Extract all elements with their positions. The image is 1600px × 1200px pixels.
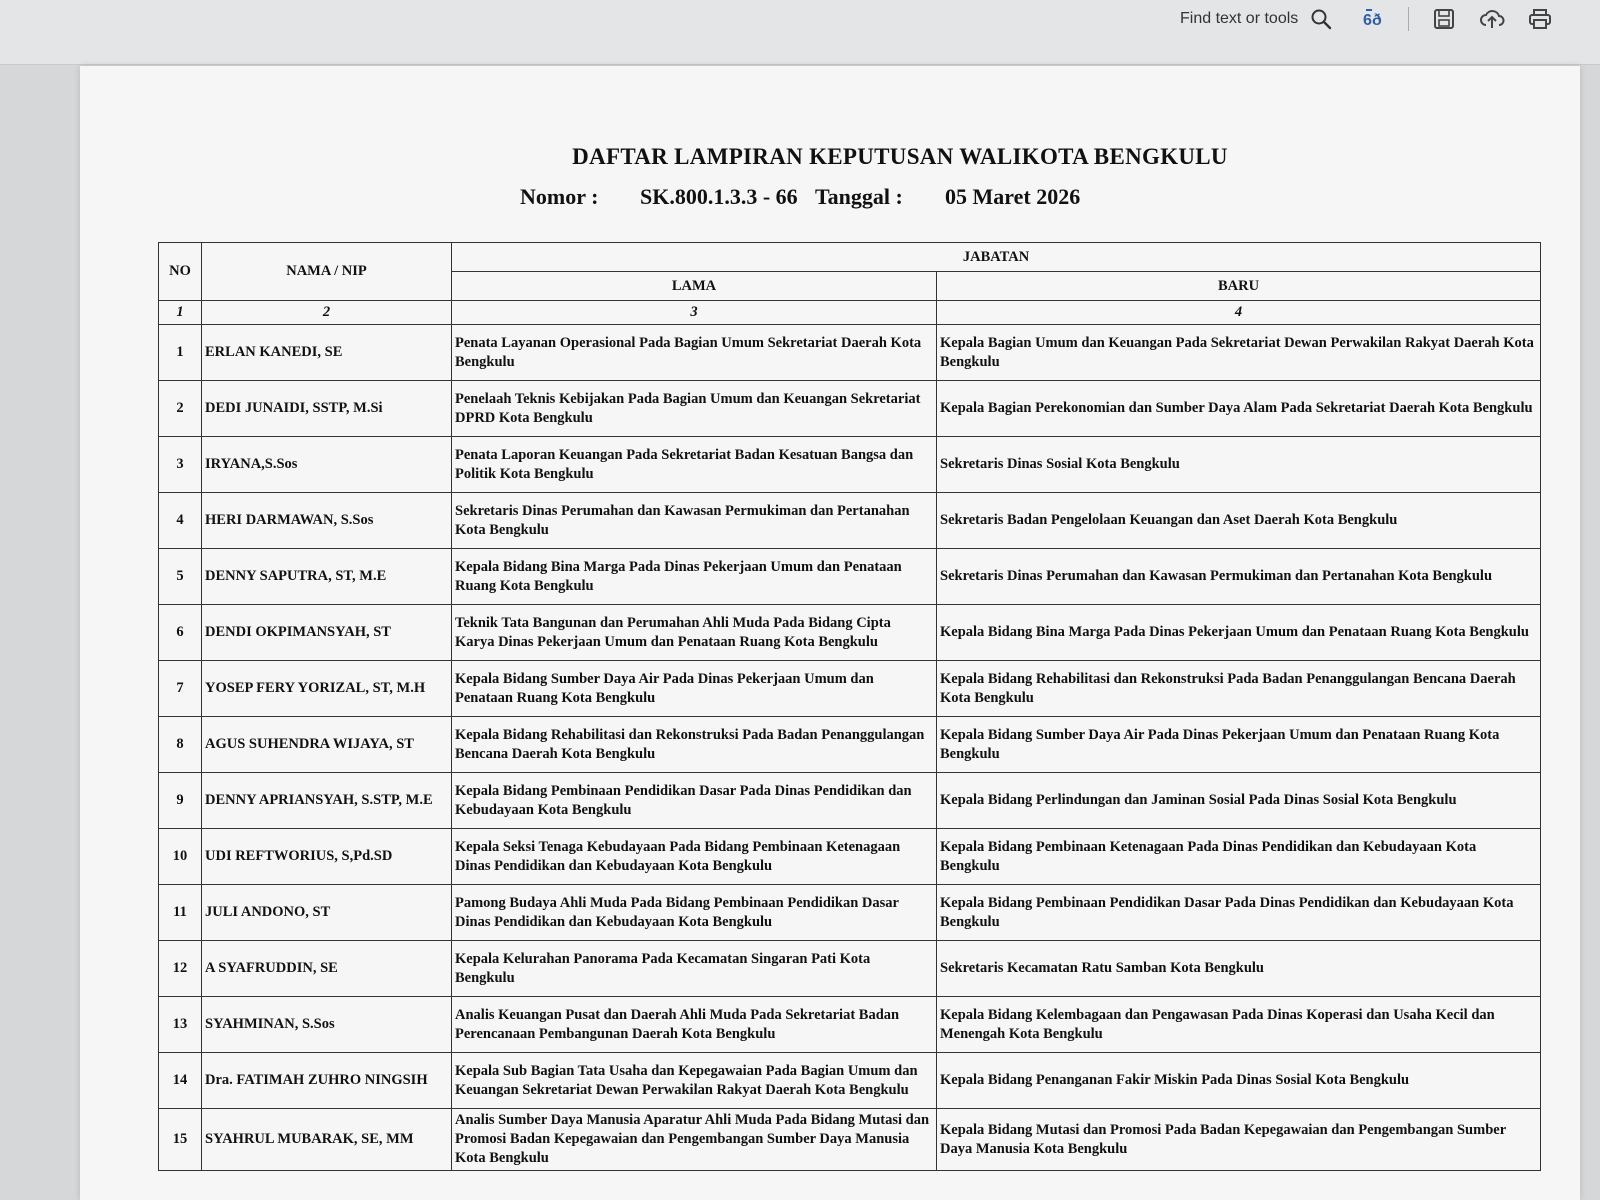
cell-lama: Analis Sumber Daya Manusia Aparatur Ahli Muda Pada Bidang Mutasi dan Promosi Badan Kepegawaian dan Pengembangan Sumber Daya Manusia Kota Bengkulu bbox=[452, 1109, 937, 1171]
cell-no: 14 bbox=[159, 1053, 202, 1109]
cell-nama: SYAHRUL MUBARAK, SE, MM bbox=[202, 1109, 452, 1171]
upload-icon[interactable] bbox=[1479, 6, 1505, 32]
svg-text:ð: ð bbox=[1372, 12, 1382, 29]
table-row bbox=[159, 941, 1541, 997]
cell-baru: Kepala Bidang Bina Marga Pada Dinas Pekerjaan Umum dan Penataan Ruang Kota Bengkulu bbox=[937, 605, 1541, 661]
cell-nama: DEDI JUNAIDI, SSTP, M.Si bbox=[202, 381, 452, 437]
cell-baru: Sekretaris Dinas Sosial Kota Bengkulu bbox=[937, 437, 1541, 493]
cell-no: 5 bbox=[159, 549, 202, 605]
header-baru: BARU bbox=[937, 272, 1541, 301]
header-jabatan: JABATAN bbox=[452, 243, 1541, 272]
cell-no: 13 bbox=[159, 997, 202, 1053]
cell-lama: Kepala Bidang Sumber Daya Air Pada Dinas Pekerjaan Umum dan Penataan Ruang Kota Bengkulu bbox=[452, 661, 937, 717]
column-number: 3 bbox=[452, 301, 937, 325]
column-number: 2 bbox=[202, 301, 452, 325]
cell-no: 6 bbox=[159, 605, 202, 661]
cell-baru: Kepala Bidang Pembinaan Pendidikan Dasar Pada Dinas Pendidikan dan Kebudayaan Kota Bengkulu bbox=[937, 885, 1541, 941]
document-page bbox=[80, 66, 1580, 1200]
tanggal-value: 05 Maret 2026 bbox=[945, 184, 1081, 209]
table-row bbox=[159, 829, 1541, 885]
cell-no: 7 bbox=[159, 661, 202, 717]
cell-lama: Kepala Bidang Pembinaan Pendidikan Dasar Pada Dinas Pendidikan dan Kebudayaan Kota Bengkulu bbox=[452, 773, 937, 829]
header-lama: LAMA bbox=[452, 272, 937, 301]
table-row bbox=[159, 661, 1541, 717]
cell-no: 12 bbox=[159, 941, 202, 997]
find-text-or-tools[interactable] bbox=[1180, 4, 1334, 34]
cell-baru: Kepala Bidang Perlindungan dan Jaminan Sosial Pada Dinas Sosial Kota Bengkulu bbox=[937, 773, 1541, 829]
cell-no: 3 bbox=[159, 437, 202, 493]
table-row bbox=[159, 325, 1541, 381]
cell-nama: HERI DARMAWAN, S.Sos bbox=[202, 493, 452, 549]
cell-no: 8 bbox=[159, 717, 202, 773]
cell-lama: Teknik Tata Bangunan dan Perumahan Ahli Muda Pada Bidang Cipta Karya Dinas Pekerjaan Umum dan Penataan Ruang Kota Bengkulu bbox=[452, 605, 937, 661]
header-nama-nip: NAMA / NIP bbox=[202, 243, 452, 301]
nomor-value: SK.800.1.3.3 - 66 bbox=[640, 184, 798, 209]
cell-baru: Kepala Bidang Kelembagaan dan Pengawasan Pada Dinas Koperasi dan Usaha Kecil dan Menengah Kota Bengkulu bbox=[937, 997, 1541, 1053]
cell-lama: Penelaah Teknis Kebijakan Pada Bagian Umum dan Keuangan Sekretariat DPRD Kota Bengkulu bbox=[452, 381, 937, 437]
cell-nama: YOSEP FERY YORIZAL, ST, M.H bbox=[202, 661, 452, 717]
print-icon[interactable] bbox=[1527, 6, 1553, 32]
cell-baru: Kepala Bidang Sumber Daya Air Pada Dinas Pekerjaan Umum dan Penataan Ruang Kota Bengkulu bbox=[937, 717, 1541, 773]
save-icon[interactable] bbox=[1431, 6, 1457, 32]
toolbar-right-actions bbox=[1360, 4, 1553, 34]
cell-nama: DENNY APRIANSYAH, S.STP, M.E bbox=[202, 773, 452, 829]
table-row bbox=[159, 773, 1541, 829]
pdf-viewer-toolbar bbox=[0, 0, 1600, 65]
cell-baru: Kepala Bidang Rehabilitasi dan Rekonstruksi Pada Badan Penanggulangan Bencana Daerah Kota Bengkulu bbox=[937, 661, 1541, 717]
cell-lama: Analis Keuangan Pusat dan Daerah Ahli Muda Pada Sekretariat Badan Perencanaan Pembangunan Daerah Kota Bengkulu bbox=[452, 997, 937, 1053]
cell-baru: Sekretaris Dinas Perumahan dan Kawasan Permukiman dan Pertanahan Kota Bengkulu bbox=[937, 549, 1541, 605]
cell-nama: DENDI OKPIMANSYAH, ST bbox=[202, 605, 452, 661]
cell-lama: Kepala Kelurahan Panorama Pada Kecamatan Singaran Pati Kota Bengkulu bbox=[452, 941, 937, 997]
cell-nama: DENNY SAPUTRA, ST, M.E bbox=[202, 549, 452, 605]
cell-baru: Sekretaris Badan Pengelolaan Keuangan dan Aset Daerah Kota Bengkulu bbox=[937, 493, 1541, 549]
cell-nama: Dra. FATIMAH ZUHRO NINGSIH bbox=[202, 1053, 452, 1109]
document-title: DAFTAR LAMPIRAN KEPUTUSAN WALIKOTA BENGKULU bbox=[572, 144, 1228, 169]
cell-baru: Kepala Bagian Perekonomian dan Sumber Daya Alam Pada Sekretariat Daerah Kota Bengkulu bbox=[937, 381, 1541, 437]
table-row bbox=[159, 997, 1541, 1053]
cell-baru: Sekretaris Kecamatan Ratu Samban Kota Bengkulu bbox=[937, 941, 1541, 997]
table-row bbox=[159, 885, 1541, 941]
table-row bbox=[159, 717, 1541, 773]
document-subtitle bbox=[520, 184, 1080, 210]
cell-nama: UDI REFTWORIUS, S,Pd.SD bbox=[202, 829, 452, 885]
cell-nama: AGUS SUHENDRA WIJAYA, ST bbox=[202, 717, 452, 773]
svg-text:6: 6 bbox=[1363, 12, 1372, 29]
cell-nama: A SYAFRUDDIN, SE bbox=[202, 941, 452, 997]
column-number: 4 bbox=[937, 301, 1541, 325]
cell-no: 15 bbox=[159, 1109, 202, 1171]
appointment-table bbox=[158, 242, 1541, 1171]
nomor-label: Nomor : bbox=[520, 184, 599, 209]
table-row bbox=[159, 1109, 1541, 1171]
cell-baru: Kepala Bagian Umum dan Keuangan Pada Sekretariat Dewan Perwakilan Rakyat Daerah Kota Bengkulu bbox=[937, 325, 1541, 381]
cell-no: 2 bbox=[159, 381, 202, 437]
cell-lama: Penata Layanan Operasional Pada Bagian Umum Sekretariat Daerah Kota Bengkulu bbox=[452, 325, 937, 381]
toolbar-divider bbox=[1408, 7, 1409, 31]
tanggal-label: Tanggal : bbox=[815, 184, 903, 209]
cell-nama: JULI ANDONO, ST bbox=[202, 885, 452, 941]
table-row bbox=[159, 493, 1541, 549]
cell-lama: Penata Laporan Keuangan Pada Sekretariat Badan Kesatuan Bangsa dan Politik Kota Bengkulu bbox=[452, 437, 937, 493]
cell-baru: Kepala Bidang Penanganan Fakir Miskin Pada Dinas Sosial Kota Bengkulu bbox=[937, 1053, 1541, 1109]
read-aloud-icon[interactable] bbox=[1360, 6, 1386, 32]
table-row bbox=[159, 381, 1541, 437]
cell-nama: IRYANA,S.Sos bbox=[202, 437, 452, 493]
header-no: NO bbox=[159, 243, 202, 301]
cell-no: 9 bbox=[159, 773, 202, 829]
cell-no: 1 bbox=[159, 325, 202, 381]
cell-lama: Kepala Bidang Bina Marga Pada Dinas Pekerjaan Umum dan Penataan Ruang Kota Bengkulu bbox=[452, 549, 937, 605]
cell-no: 11 bbox=[159, 885, 202, 941]
table-row bbox=[159, 437, 1541, 493]
cell-baru: Kepala Bidang Mutasi dan Promosi Pada Badan Kepegawaian dan Pengembangan Sumber Daya Manusia Kota Bengkulu bbox=[937, 1109, 1541, 1171]
cell-lama: Kepala Seksi Tenaga Kebudayaan Pada Bidang Pembinaan Ketenagaan Dinas Pendidikan dan Kebudayaan Kota Bengkulu bbox=[452, 829, 937, 885]
cell-nama: ERLAN KANEDI, SE bbox=[202, 325, 452, 381]
cell-lama: Kepala Bidang Rehabilitasi dan Rekonstruksi Pada Badan Penanggulangan Bencana Daerah Kota Bengkulu bbox=[452, 717, 937, 773]
table-row bbox=[159, 1053, 1541, 1109]
table-row bbox=[159, 549, 1541, 605]
cell-no: 10 bbox=[159, 829, 202, 885]
cell-no: 4 bbox=[159, 493, 202, 549]
cell-nama: SYAHMINAN, S.Sos bbox=[202, 997, 452, 1053]
find-text-label[interactable]: Find text or tools bbox=[1180, 10, 1299, 27]
table-body bbox=[159, 325, 1541, 1171]
cell-baru: Kepala Bidang Pembinaan Ketenagaan Pada Dinas Pendidikan dan Kebudayaan Kota Bengkulu bbox=[937, 829, 1541, 885]
cell-lama: Kepala Sub Bagian Tata Usaha dan Kepegawaian Pada Bagian Umum dan Keuangan Sekretariat Dewan Perwakilan Rakyat Daerah Kota Bengkulu bbox=[452, 1053, 937, 1109]
table-row bbox=[159, 605, 1541, 661]
column-number: 1 bbox=[159, 301, 202, 325]
cell-lama: Pamong Budaya Ahli Muda Pada Bidang Pembinaan Pendidikan Dasar Dinas Pendidikan dan Kebudayaan Kota Bengkulu bbox=[452, 885, 937, 941]
search-icon[interactable] bbox=[1308, 6, 1334, 32]
cell-lama: Sekretaris Dinas Perumahan dan Kawasan Permukiman dan Pertanahan Kota Bengkulu bbox=[452, 493, 937, 549]
